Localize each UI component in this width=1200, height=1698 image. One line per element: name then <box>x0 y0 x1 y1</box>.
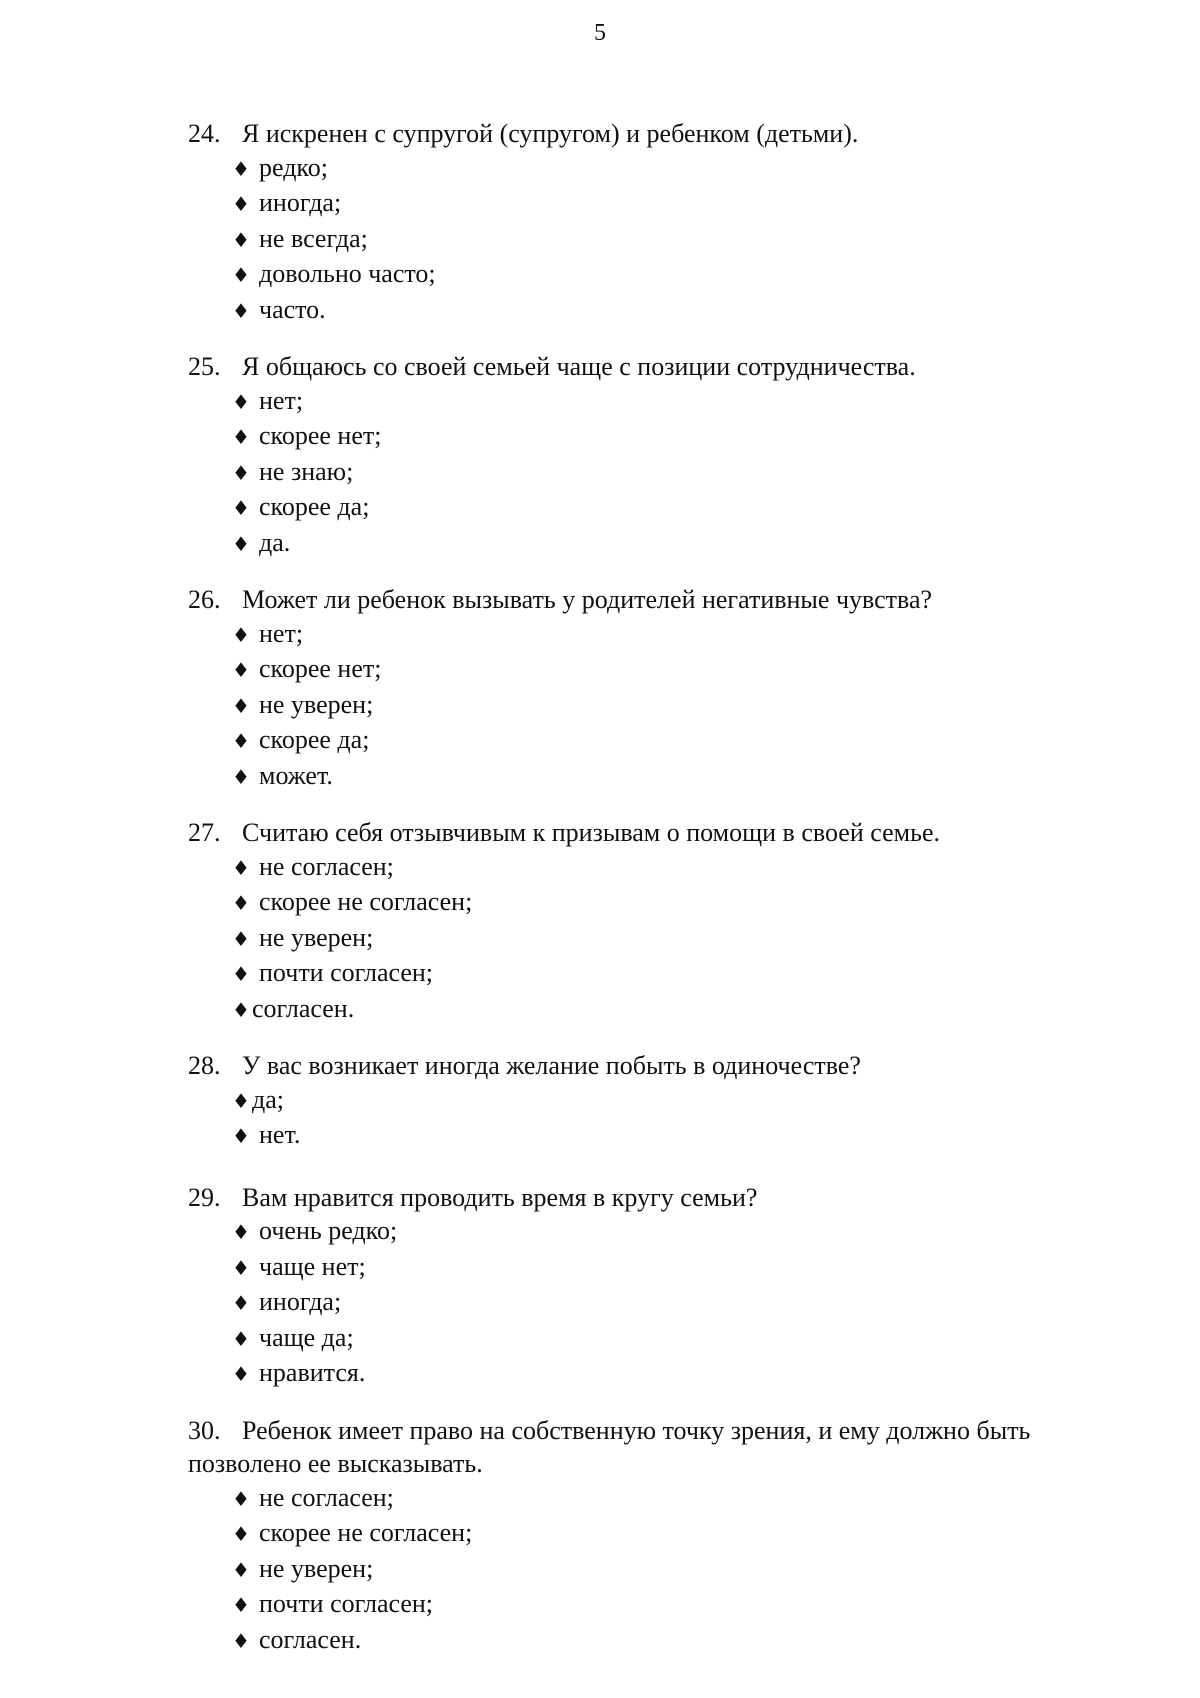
answer-option[interactable] <box>232 1214 1088 1250</box>
question-header <box>188 583 1088 617</box>
answer-option-label: редко; <box>259 152 328 182</box>
answer-option-label: иногда; <box>259 188 342 217</box>
answer-option[interactable] <box>232 885 1088 921</box>
question-text: Считаю себя отзывчивым к призывам о помощи в своей семье. <box>242 818 940 847</box>
diamond-bullet-icon: ♦ <box>232 1255 250 1280</box>
question-25 <box>188 350 1088 561</box>
question-number: 27. <box>188 818 221 847</box>
answer-options <box>188 151 1088 329</box>
answer-option[interactable] <box>232 1516 1088 1552</box>
diamond-bullet-icon: ♦ <box>232 962 250 986</box>
diamond-bullet-icon: ♦ <box>232 1088 250 1113</box>
diamond-bullet-icon: ♦ <box>232 1362 250 1386</box>
diamond-bullet-icon: ♦ <box>232 389 250 414</box>
question-30 <box>188 1414 1088 1659</box>
diamond-bullet-icon: ♦ <box>232 891 250 915</box>
question-text: У вас возникает иногда желание побыть в одиночестве? <box>242 1051 861 1080</box>
diamond-bullet-icon: ♦ <box>232 1593 250 1617</box>
answer-option-label: не знаю; <box>259 456 354 486</box>
answer-option[interactable] <box>232 1285 1088 1321</box>
diamond-bullet-icon: ♦ <box>232 1326 250 1351</box>
answer-options <box>188 1083 1088 1154</box>
diamond-bullet-icon: ♦ <box>232 531 250 556</box>
question-number: 25. <box>188 352 221 381</box>
answer-option-label: да. <box>259 527 291 557</box>
question-29 <box>188 1181 1088 1392</box>
diamond-bullet-icon: ♦ <box>232 1486 250 1511</box>
diamond-bullet-icon: ♦ <box>232 693 250 718</box>
answer-option-label: согласен. <box>259 1624 362 1654</box>
answer-option-label: часто. <box>259 294 326 324</box>
question-header <box>188 117 1088 151</box>
answer-option-label: не согласен; <box>259 851 394 881</box>
diamond-bullet-icon: ♦ <box>232 1220 250 1244</box>
answer-option-label: довольно часто; <box>259 259 436 288</box>
answer-option[interactable] <box>232 1587 1088 1623</box>
answer-option[interactable] <box>232 1552 1088 1588</box>
answer-option-label: скорее нет; <box>259 421 382 450</box>
question-text: Вам нравится проводить время в кругу семьи? <box>242 1182 758 1212</box>
answer-option-label: не всегда; <box>259 223 368 253</box>
answer-option[interactable] <box>232 257 1088 293</box>
answer-options <box>188 850 1088 1028</box>
question-number: 24. <box>188 119 221 148</box>
diamond-bullet-icon: ♦ <box>232 1291 250 1315</box>
diamond-bullet-icon: ♦ <box>232 156 250 181</box>
answer-option[interactable] <box>232 1623 1088 1659</box>
question-27 <box>188 816 1088 1027</box>
diamond-bullet-icon: ♦ <box>232 263 250 287</box>
answer-option-label: не согласен; <box>259 1482 394 1512</box>
answer-option-label: не уверен; <box>259 1553 374 1583</box>
diamond-bullet-icon: ♦ <box>232 855 250 880</box>
diamond-bullet-icon: ♦ <box>232 496 250 520</box>
answer-options <box>188 1214 1088 1392</box>
diamond-bullet-icon: ♦ <box>232 729 250 753</box>
diamond-bullet-icon: ♦ <box>232 622 250 647</box>
answer-option-label: скорее не согласен; <box>259 887 473 916</box>
diamond-bullet-icon: ♦ <box>232 997 250 1022</box>
answer-option[interactable] <box>232 151 1088 187</box>
answer-option-label: нравится. <box>259 1358 366 1387</box>
answer-option[interactable] <box>232 723 1088 759</box>
answer-option-label: может. <box>259 760 333 790</box>
answer-option-label: чаще да; <box>259 1322 354 1352</box>
question-28 <box>188 1049 1088 1154</box>
answer-option-label: скорее нет; <box>259 654 382 683</box>
question-header <box>188 1181 1088 1215</box>
answer-option-label: иногда; <box>259 1287 342 1316</box>
answer-option[interactable] <box>232 526 1088 562</box>
answer-option-label: чаще нет; <box>259 1251 366 1281</box>
answer-option-label: не уверен; <box>259 922 374 952</box>
answer-option[interactable] <box>232 1083 1088 1119</box>
question-header <box>188 816 1088 850</box>
answer-option[interactable] <box>232 956 1088 992</box>
answer-option-label: не уверен; <box>259 689 374 719</box>
answer-option[interactable] <box>232 921 1088 957</box>
diamond-bullet-icon: ♦ <box>232 1522 250 1546</box>
answer-option[interactable] <box>232 490 1088 526</box>
answer-option-label: нет. <box>259 1120 301 1149</box>
diamond-bullet-icon: ♦ <box>232 227 250 252</box>
diamond-bullet-icon: ♦ <box>232 192 250 216</box>
question-text: Я искренен с супругой (супругом) и ребенком (детьми). <box>242 119 859 148</box>
answer-option-label: скорее не согласен; <box>259 1518 473 1547</box>
answer-option-label: скорее да; <box>259 725 370 754</box>
answer-option-label: нет; <box>259 618 304 648</box>
questionnaire <box>188 117 1088 1658</box>
answer-option-label: согласен. <box>252 993 355 1023</box>
question-header <box>188 1049 1088 1083</box>
answer-option[interactable] <box>232 419 1088 455</box>
page-number: 5 <box>594 20 606 46</box>
answer-option[interactable] <box>232 1250 1088 1286</box>
answer-option-label: очень редко; <box>259 1216 398 1245</box>
diamond-bullet-icon: ♦ <box>232 658 250 682</box>
answer-option-label: нет; <box>259 385 304 415</box>
diamond-bullet-icon: ♦ <box>232 926 250 951</box>
answer-option[interactable] <box>232 617 1088 653</box>
answer-option[interactable] <box>232 1321 1088 1357</box>
answer-option[interactable] <box>232 652 1088 688</box>
answer-option[interactable] <box>232 992 1088 1028</box>
answer-option[interactable] <box>232 1356 1088 1392</box>
answer-option[interactable] <box>232 759 1088 795</box>
question-24 <box>188 117 1088 328</box>
answer-option[interactable] <box>232 222 1088 258</box>
diamond-bullet-icon: ♦ <box>232 298 250 323</box>
question-number: 29. <box>188 1182 221 1212</box>
diamond-bullet-icon: ♦ <box>232 1628 250 1653</box>
question-number: 30. <box>188 1415 221 1445</box>
answer-option[interactable] <box>232 688 1088 724</box>
question-number: 28. <box>188 1051 221 1080</box>
question-text: Я общаюсь со своей семьей чаще с позиции сотрудничества. <box>242 352 916 381</box>
answer-options <box>188 617 1088 795</box>
question-header <box>188 350 1088 384</box>
answer-option-label: да; <box>252 1084 284 1114</box>
answer-options <box>188 1481 1088 1659</box>
answer-option-label: скорее да; <box>259 492 370 521</box>
answer-option[interactable] <box>232 850 1088 886</box>
question-text: Может ли ребенок вызывать у родителей негативные чувства? <box>242 585 933 614</box>
diamond-bullet-icon: ♦ <box>232 425 250 449</box>
answer-option[interactable] <box>232 1481 1088 1517</box>
diamond-bullet-icon: ♦ <box>232 460 250 485</box>
answer-option[interactable] <box>232 384 1088 420</box>
diamond-bullet-icon: ♦ <box>232 764 250 789</box>
question-number: 26. <box>188 585 221 614</box>
diamond-bullet-icon: ♦ <box>232 1557 250 1582</box>
answer-option[interactable] <box>232 186 1088 222</box>
question-text: Ребенок имеет право на собственную точку зрения, и ему должно быть позволено ее высказывать. <box>188 1415 1031 1478</box>
diamond-bullet-icon: ♦ <box>232 1124 250 1148</box>
question-header <box>188 1414 1088 1481</box>
answer-option-label: почти согласен; <box>259 958 434 987</box>
answer-option[interactable] <box>232 293 1088 329</box>
answer-options <box>188 384 1088 562</box>
answer-option-label: почти согласен; <box>259 1589 434 1618</box>
answer-option[interactable] <box>232 455 1088 491</box>
answer-option[interactable] <box>232 1118 1088 1154</box>
question-26 <box>188 583 1088 794</box>
